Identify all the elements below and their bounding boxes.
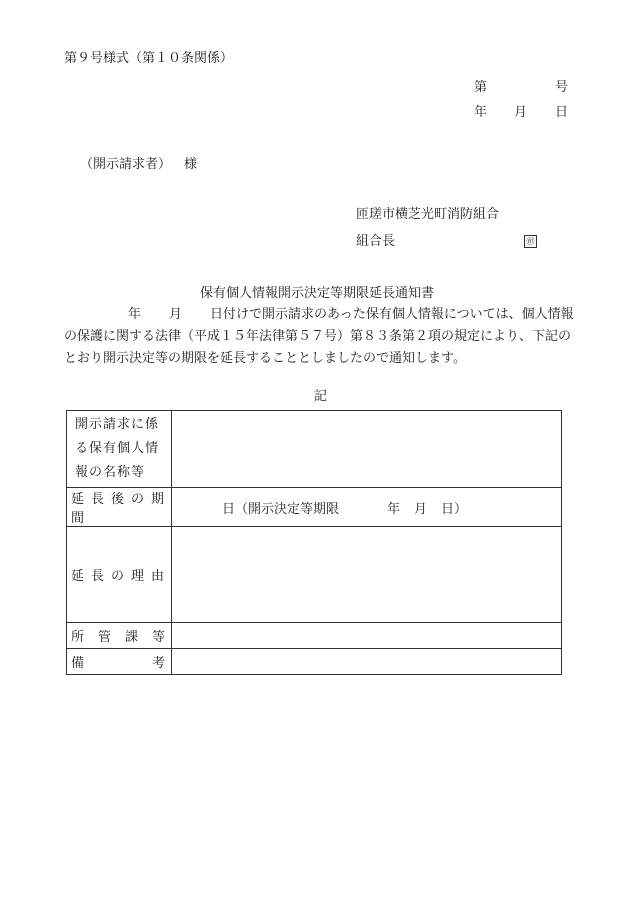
addressee-name: （開示請求者） bbox=[80, 157, 172, 172]
table-row-name bbox=[67, 411, 562, 488]
sender-title: 組合長 bbox=[356, 234, 396, 249]
sender-org: 匝瑳市横芝光町消防組合 bbox=[356, 207, 500, 222]
number-suffix: 号 bbox=[555, 80, 569, 95]
value-reason[interactable] bbox=[172, 527, 562, 623]
label-extended-period: 延長後の期間 bbox=[67, 488, 172, 527]
value-department[interactable] bbox=[172, 623, 562, 649]
date-year: 年 bbox=[474, 105, 488, 120]
body-line-2: の保護に関する法律（平成１５年法律第５７号）第８３条第２項の規定により、下記の bbox=[64, 329, 572, 344]
body-paragraph bbox=[64, 304, 574, 370]
table-row-reason bbox=[67, 527, 562, 623]
body-line-3: とおり開示決定等の期限を延長することとしましたので通知します。 bbox=[64, 351, 466, 366]
label-department: 所 管 課 等 bbox=[67, 623, 172, 649]
value-remarks[interactable] bbox=[172, 649, 562, 675]
ki-marker: 記 bbox=[314, 389, 328, 404]
seal-mark: ㊞ bbox=[524, 233, 537, 251]
table-row-remarks bbox=[67, 649, 562, 675]
form-id: 第９号様式（第１０条関係） bbox=[64, 51, 234, 66]
details-table bbox=[66, 410, 562, 675]
number-prefix: 第 bbox=[474, 80, 488, 95]
label-reason: 延長の理由 bbox=[67, 527, 172, 623]
table-row-period bbox=[67, 488, 562, 527]
label-remarks: 備 考 bbox=[67, 649, 172, 675]
body-line-1: 年 月 日付けで開示請求のあった保有個人情報については、個人情報 bbox=[128, 307, 574, 322]
date-day: 日 bbox=[555, 105, 569, 120]
date-month: 月 bbox=[514, 105, 528, 120]
addressee-honorific: 様 bbox=[184, 157, 198, 172]
value-request-item[interactable] bbox=[172, 411, 562, 488]
table-row-department bbox=[67, 623, 562, 649]
value-extended-period[interactable]: 日（開示決定等期限 年 月 日） bbox=[172, 488, 562, 527]
label-request-item: 開示請求に係 る保有個人情 報の名称等 bbox=[67, 411, 172, 488]
document-title: 保有個人情報開示決定等期限延長通知書 bbox=[200, 286, 435, 301]
